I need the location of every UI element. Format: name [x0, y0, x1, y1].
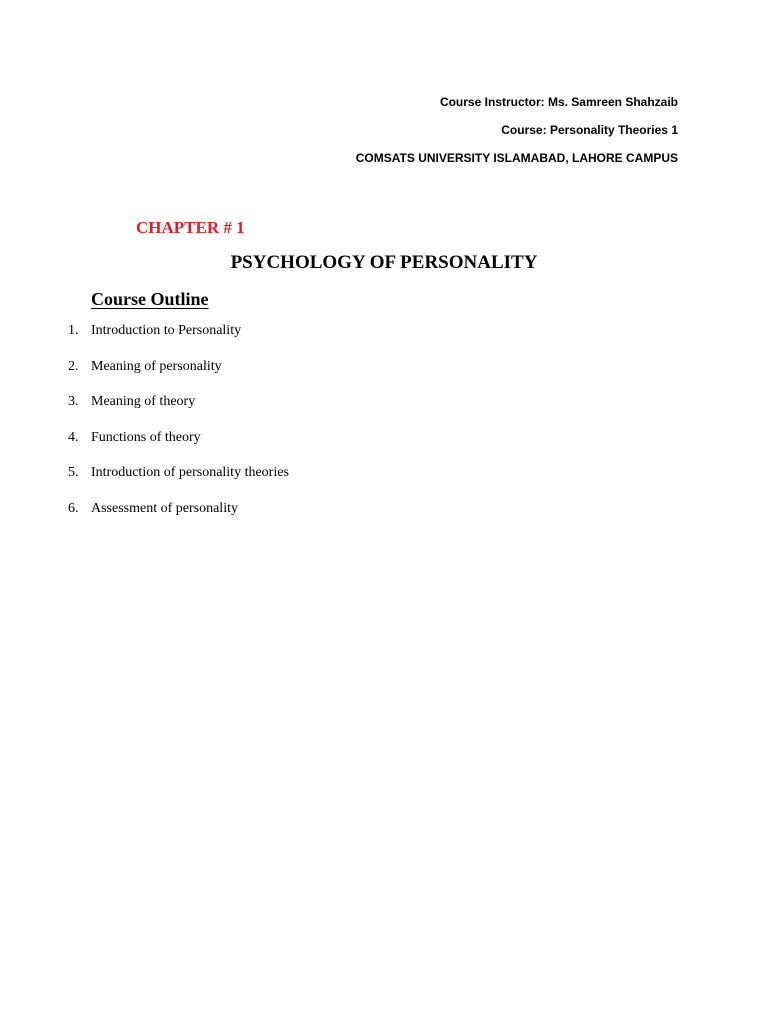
outline-item-text: Assessment of personality [91, 500, 238, 516]
outline-item-text: Meaning of personality [91, 358, 222, 374]
university-line: COMSATS UNIVERSITY ISLAMABAD, LAHORE CAMPUS [355, 151, 678, 165]
outline-item-number: 4. [68, 429, 79, 445]
course-instructor-line: Course Instructor: Ms. Samreen Shahzaib [439, 95, 678, 109]
course-outline-heading: Course Outline [91, 289, 209, 309]
outline-item-number: 6. [68, 500, 79, 516]
page-title: PSYCHOLOGY OF PERSONALITY [230, 252, 538, 273]
outline-item-number: 3. [68, 394, 79, 410]
outline-item-text: Introduction to Personality [91, 323, 242, 338]
outline-item-number: 2. [68, 358, 79, 374]
outline-item-text: Introduction of personality theories [91, 465, 289, 481]
outline-item-text: Functions of theory [91, 429, 201, 445]
outline-item-text: Meaning of theory [91, 394, 196, 410]
outline-item-number: 1. [68, 323, 79, 338]
course-name-line: Course: Personality Theories 1 [501, 123, 678, 137]
outline-item-number: 5. [68, 465, 79, 481]
chapter-label: CHAPTER # 1 [136, 218, 245, 237]
